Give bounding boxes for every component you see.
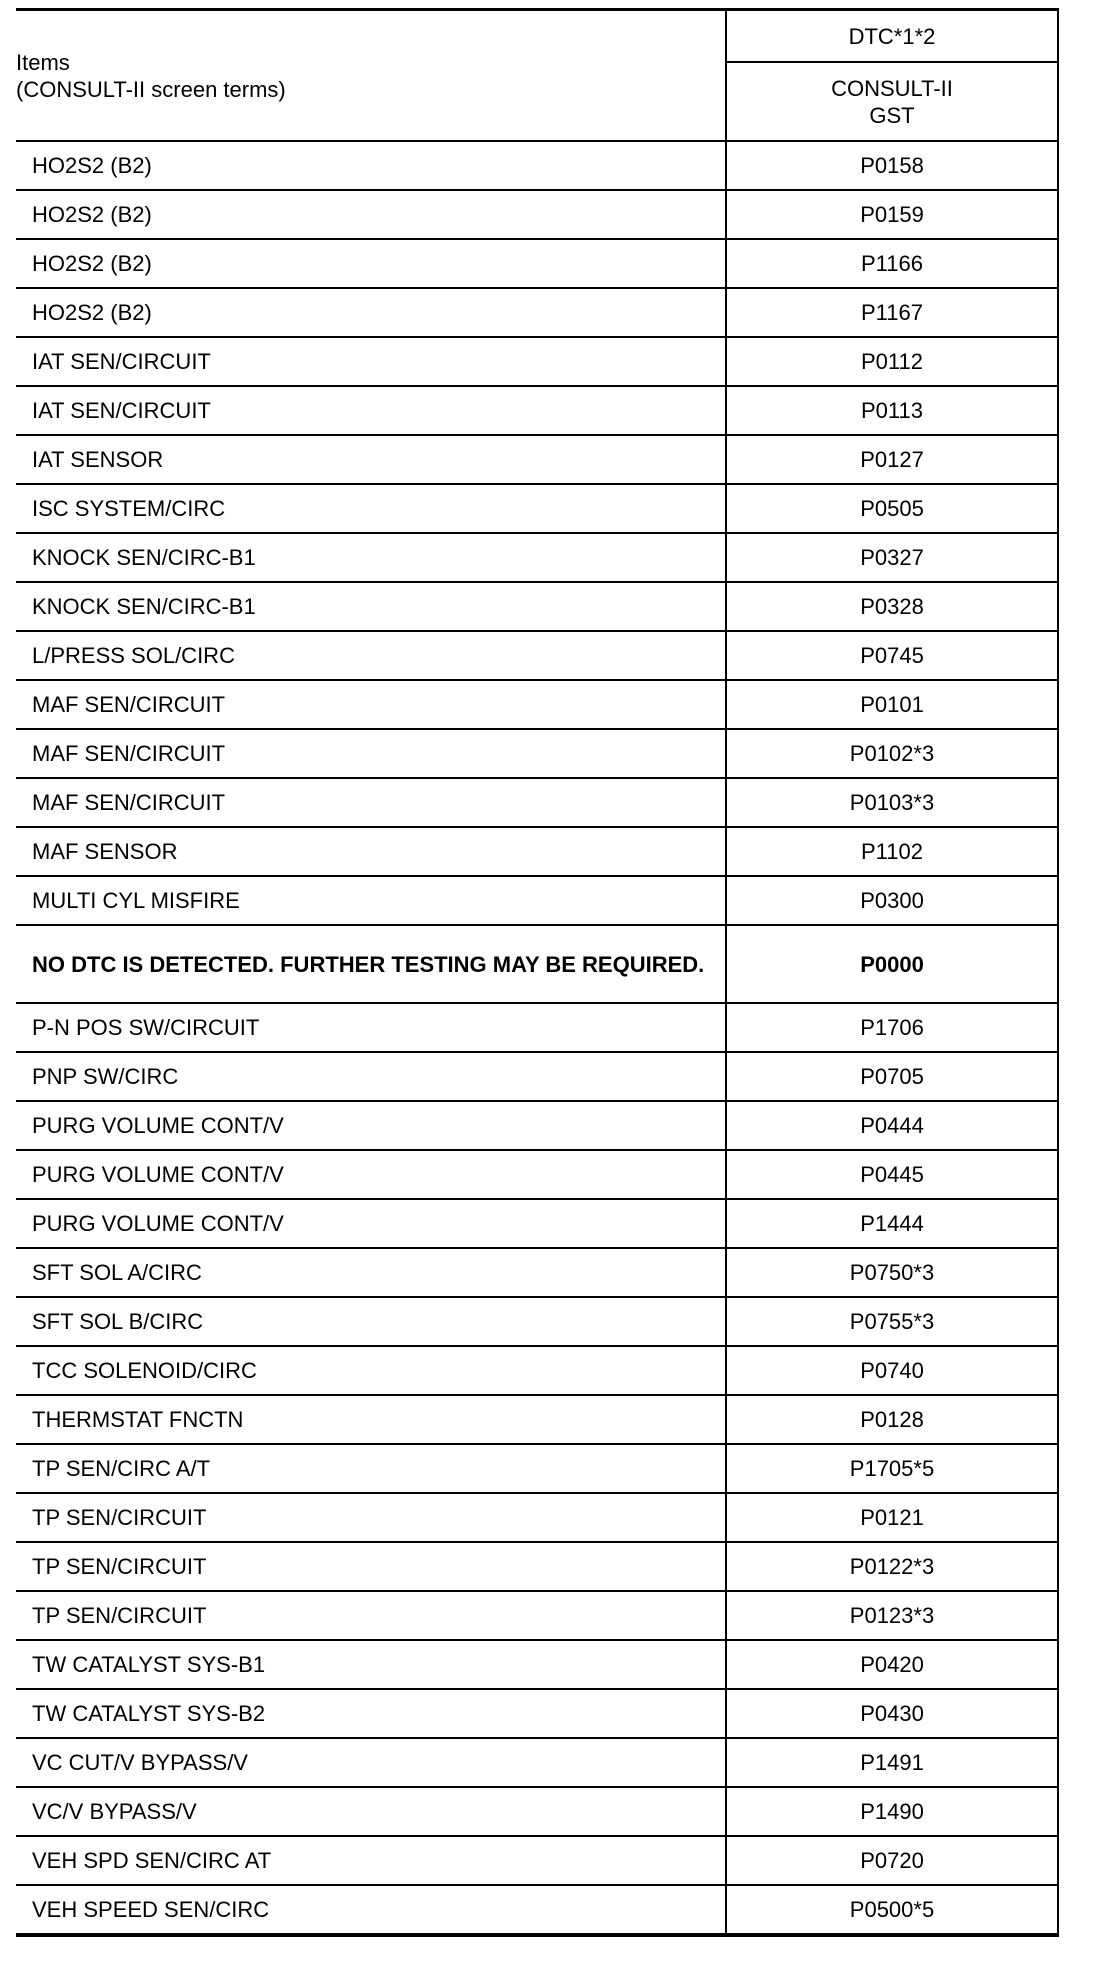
table-row	[16, 1101, 1058, 1150]
table-row	[16, 1885, 1058, 1935]
item-cell: TP SEN/CIRCUIT	[16, 1542, 726, 1591]
dtc-code-cell: P0740	[726, 1346, 1058, 1395]
dtc-code-cell: P0705	[726, 1052, 1058, 1101]
dtc-code-cell: P0122*3	[726, 1542, 1058, 1591]
item-cell: IAT SEN/CIRCUIT	[16, 386, 726, 435]
item-cell: PURG VOLUME CONT/V	[16, 1199, 726, 1248]
item-cell: SFT SOL A/CIRC	[16, 1248, 726, 1297]
table-row	[16, 778, 1058, 827]
dtc-code-cell: P1490	[726, 1787, 1058, 1836]
dtc-code-cell: P0112	[726, 337, 1058, 386]
item-cell: L/PRESS SOL/CIRC	[16, 631, 726, 680]
item-cell: PURG VOLUME CONT/V	[16, 1101, 726, 1150]
table-row	[16, 1493, 1058, 1542]
dtc-code-cell: P0420	[726, 1640, 1058, 1689]
dtc-code-cell: P0755*3	[726, 1297, 1058, 1346]
item-cell: TP SEN/CIRCUIT	[16, 1493, 726, 1542]
dtc-code-cell: P1706	[726, 1003, 1058, 1052]
item-cell: NO DTC IS DETECTED. FURTHER TESTING MAY BE REQUIRED.	[16, 925, 726, 1003]
item-cell: KNOCK SEN/CIRC-B1	[16, 533, 726, 582]
item-cell: VEH SPD SEN/CIRC AT	[16, 1836, 726, 1885]
dtc-code-cell: P0430	[726, 1689, 1058, 1738]
table-row	[16, 1640, 1058, 1689]
item-cell: ISC SYSTEM/CIRC	[16, 484, 726, 533]
dtc-code-cell: P1166	[726, 239, 1058, 288]
table-row	[16, 1689, 1058, 1738]
dtc-code-cell: P0113	[726, 386, 1058, 435]
table-row	[16, 288, 1058, 337]
dtc-code-cell: P1444	[726, 1199, 1058, 1248]
item-cell: HO2S2 (B2)	[16, 239, 726, 288]
dtc-code-cell: P0444	[726, 1101, 1058, 1150]
dtc-code-cell: P0158	[726, 141, 1058, 190]
consult-gst-header	[726, 62, 1058, 141]
item-cell: PURG VOLUME CONT/V	[16, 1150, 726, 1199]
consult-header-label: CONSULT-II	[831, 75, 953, 101]
dtc-code-cell: P0159	[726, 190, 1058, 239]
item-cell: VEH SPEED SEN/CIRC	[16, 1885, 726, 1935]
table-row	[16, 337, 1058, 386]
items-header-subtitle: (CONSULT-II screen terms)	[16, 76, 286, 102]
items-header-title: Items	[16, 49, 70, 75]
table-row	[16, 925, 1058, 1003]
table-row	[16, 1248, 1058, 1297]
dtc-code-cell: P0123*3	[726, 1591, 1058, 1640]
item-cell: MAF SENSOR	[16, 827, 726, 876]
dtc-code-cell: P0101	[726, 680, 1058, 729]
item-cell: TP SEN/CIRCUIT	[16, 1591, 726, 1640]
items-header	[16, 10, 726, 142]
item-cell: TP SEN/CIRC A/T	[16, 1444, 726, 1493]
dtc-table	[16, 8, 1059, 1937]
item-cell: VC CUT/V BYPASS/V	[16, 1738, 726, 1787]
table-row	[16, 386, 1058, 435]
dtc-code-cell: P1102	[726, 827, 1058, 876]
dtc-header: DTC*1*2	[726, 10, 1058, 63]
item-cell: TW CATALYST SYS-B2	[16, 1689, 726, 1738]
dtc-code-cell: P0500*5	[726, 1885, 1058, 1935]
item-cell: SFT SOL B/CIRC	[16, 1297, 726, 1346]
dtc-code-cell: P1491	[726, 1738, 1058, 1787]
table-header	[16, 10, 1058, 142]
item-cell: HO2S2 (B2)	[16, 288, 726, 337]
item-cell: MAF SEN/CIRCUIT	[16, 680, 726, 729]
table-row	[16, 239, 1058, 288]
dtc-code-cell: P0745	[726, 631, 1058, 680]
table-row	[16, 1150, 1058, 1199]
table-row	[16, 876, 1058, 925]
table-row	[16, 1591, 1058, 1640]
item-cell: HO2S2 (B2)	[16, 141, 726, 190]
table-row	[16, 1836, 1058, 1885]
item-cell: MAF SEN/CIRCUIT	[16, 778, 726, 827]
dtc-code-cell: P0445	[726, 1150, 1058, 1199]
dtc-code-cell: P0103*3	[726, 778, 1058, 827]
table-row	[16, 435, 1058, 484]
dtc-code-cell: P0750*3	[726, 1248, 1058, 1297]
item-cell: MULTI CYL MISFIRE	[16, 876, 726, 925]
dtc-code-cell: P0720	[726, 1836, 1058, 1885]
table-row	[16, 1003, 1058, 1052]
header-row	[16, 10, 1058, 63]
table-row	[16, 1542, 1058, 1591]
table-body	[16, 141, 1058, 1935]
table-row	[16, 1787, 1058, 1836]
table-row	[16, 1297, 1058, 1346]
dtc-code-cell: P0328	[726, 582, 1058, 631]
dtc-code-cell: P0300	[726, 876, 1058, 925]
item-cell: HO2S2 (B2)	[16, 190, 726, 239]
table-row	[16, 827, 1058, 876]
item-cell: VC/V BYPASS/V	[16, 1787, 726, 1836]
item-cell: TCC SOLENOID/CIRC	[16, 1346, 726, 1395]
table-row	[16, 1199, 1058, 1248]
table-row	[16, 1395, 1058, 1444]
dtc-code-cell: P0128	[726, 1395, 1058, 1444]
dtc-code-cell: P1167	[726, 288, 1058, 337]
item-cell: TW CATALYST SYS-B1	[16, 1640, 726, 1689]
dtc-code-cell: P0327	[726, 533, 1058, 582]
table-row	[16, 1444, 1058, 1493]
dtc-code-cell: P1705*5	[726, 1444, 1058, 1493]
dtc-code-cell: P0000	[726, 925, 1058, 1003]
table-row	[16, 1052, 1058, 1101]
dtc-code-cell: P0127	[726, 435, 1058, 484]
item-cell: KNOCK SEN/CIRC-B1	[16, 582, 726, 631]
table-row	[16, 680, 1058, 729]
item-cell: P-N POS SW/CIRCUIT	[16, 1003, 726, 1052]
table-row	[16, 729, 1058, 778]
table-row	[16, 1738, 1058, 1787]
table-row	[16, 631, 1058, 680]
item-cell: IAT SEN/CIRCUIT	[16, 337, 726, 386]
table-row	[16, 190, 1058, 239]
item-cell: IAT SENSOR	[16, 435, 726, 484]
table-row	[16, 141, 1058, 190]
table-row	[16, 582, 1058, 631]
dtc-code-cell: P0505	[726, 484, 1058, 533]
table-row	[16, 533, 1058, 582]
item-cell: MAF SEN/CIRCUIT	[16, 729, 726, 778]
item-cell: THERMSTAT FNCTN	[16, 1395, 726, 1444]
gst-header-label: GST	[869, 102, 915, 128]
dtc-code-cell: P0102*3	[726, 729, 1058, 778]
dtc-code-cell: P0121	[726, 1493, 1058, 1542]
table-row	[16, 1346, 1058, 1395]
item-cell: PNP SW/CIRC	[16, 1052, 726, 1101]
table-row	[16, 484, 1058, 533]
